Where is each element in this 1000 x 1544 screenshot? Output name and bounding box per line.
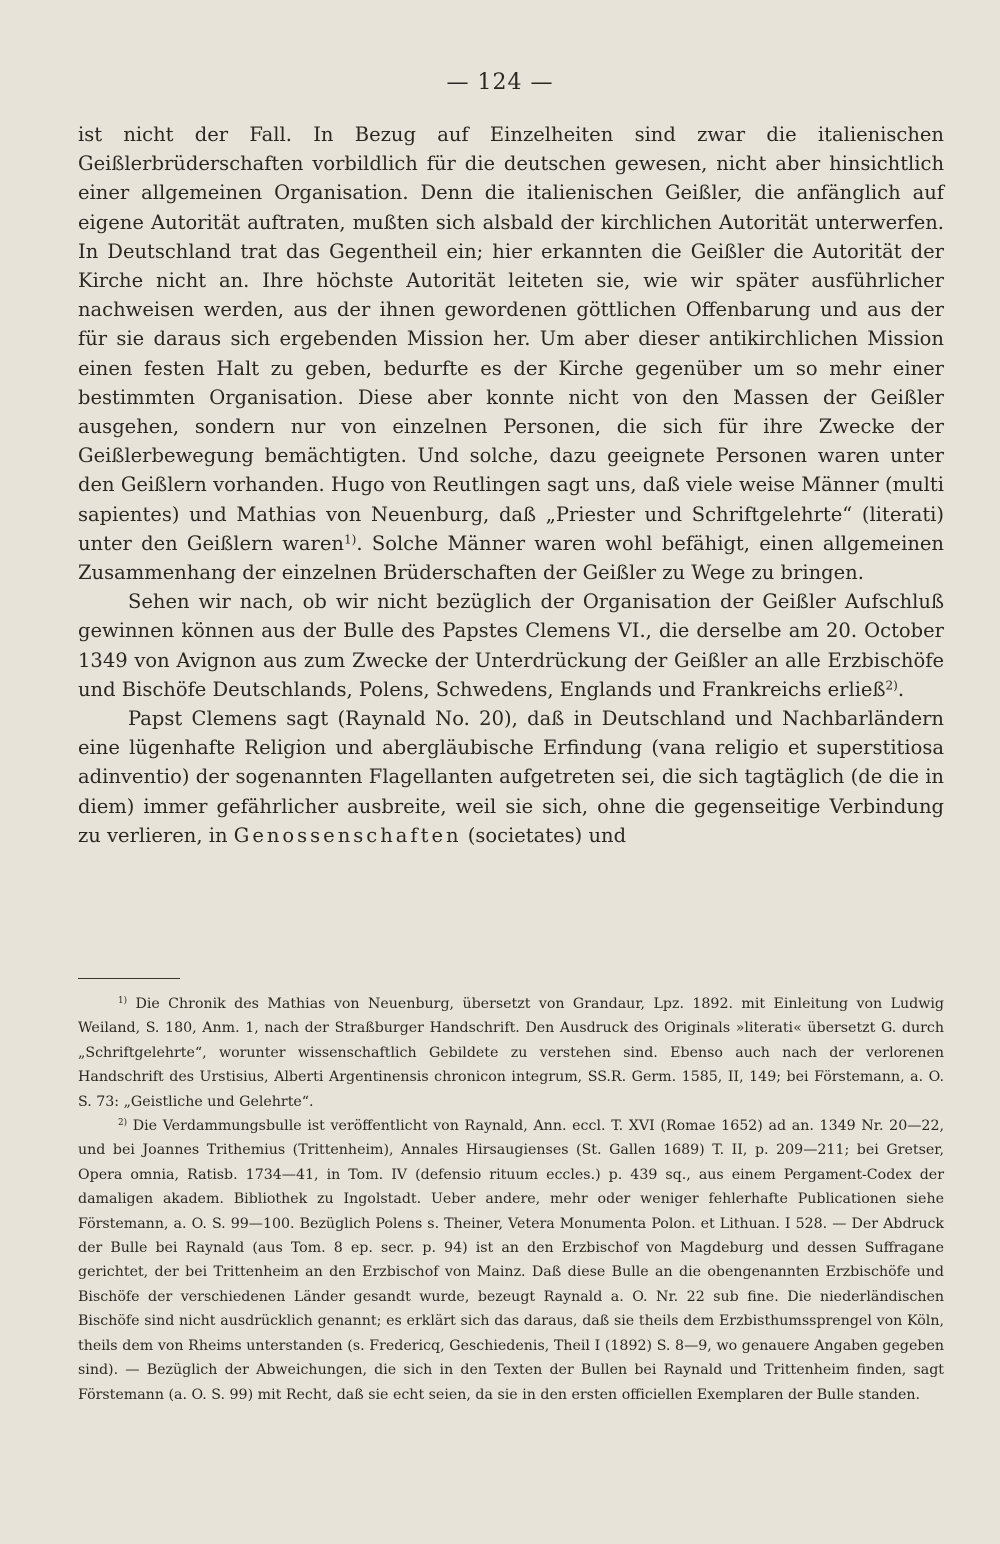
footnote-1 xyxy=(78,992,944,1114)
paragraph-2-continuation: . xyxy=(897,677,905,701)
footnote-2-marker: 2) xyxy=(118,1118,128,1129)
paragraph-2-text: Sehen wir nach, ob wir nicht bezüglich der Organisation der Geißler Aufschluß gewinnen können aus der Bulle des Papstes Clemens VI., die derselbe am 20. October 1349 von Avignon aus zum Zwecke der Unterdrückung der Geißler an alle Erzbischöfe und Bischöfe Deutschlands, Polens, Schwedens, Englands und Frankreichs erließ xyxy=(78,590,944,701)
page-number: — 124 — xyxy=(446,70,554,95)
footnote-separator xyxy=(78,978,180,979)
footnote-1-marker: 1) xyxy=(118,996,128,1007)
paragraph-1-text: ist nicht der Fall. In Bezug auf Einzelheiten sind zwar die italienischen Geißlerbrüderschaften vorbildlich für die deutschen gewesen, nicht aber hinsichtlich einer allgemeinen Organisation. Denn die italienischen Geißler, die anfänglich auf eigene Autorität auftraten, mußten sich alsbald der kirchlichen Autorität unterwerfen. In Deutschland trat das Gegentheil ein; hier erkannten die Geißler die Autorität der Kirche nicht an. Ihre höchste Autorität leiteten sie, wie wir später ausführlicher nachweisen werden, aus der ihnen gewordenen göttlichen Offenbarung und aus der für sie daraus sich ergebenden Mission her. Um aber dieser antikirchlichen Mission einen festen Halt zu geben, bedurfte es der Kirche gegenüber um so mehr einer bestimmten Organisation. Diese aber konnte nicht von den Massen der Geißler ausgehen, sondern nur von einzelnen Personen, die sich für ihre Zwecke der Geißlerbewegung bemächtigten. Und solche, dazu geeignete Personen waren unter den Geißlern vorhanden. Hugo von Reutlingen sagt uns, daß viele weise Männer (multi sapientes) und Mathias von Neuenburg, daß „Priester und Schriftgelehrte“ (literati) unter den Geißlern waren xyxy=(78,123,944,555)
spaced-emphasis: Genossenschaften xyxy=(233,823,462,847)
main-text xyxy=(78,120,944,850)
footnote-ref-2: 2) xyxy=(885,678,898,693)
paragraph-3 xyxy=(78,704,944,850)
footnote-1-text: Die Chronik des Mathias von Neuenburg, übersetzt von Grandaur, Lpz. 1892. mit Einleitung von Ludwig Weiland, S. 180, Anm. 1, nach der Straßburger Handschrift. Den Ausdruck des Originals »literati« übersetzt G. durch „Schriftgelehrte“, worunter wissenschaftlich Gebildete zu verstehen sind. Ebenso auch nach der verlorenen Handschrift des Urstisius, Alberti Argentinensis chronicon integrum, SS.R. Germ. 1585, II, 149; bei Förstemann, a. O. S. 73: „Geistliche und Gelehrte“. xyxy=(78,996,944,1110)
paragraph-2 xyxy=(78,587,944,704)
footnote-ref-1: 1) xyxy=(343,532,357,547)
footnote-2 xyxy=(78,1114,944,1407)
paragraph-3-continuation: (societates) und xyxy=(461,823,627,847)
paragraph-1 xyxy=(78,120,944,587)
footnotes xyxy=(78,992,944,1407)
paragraph-3-text: Papst Clemens sagt (Raynald No. 20), daß in Deutschland und Nachbarländern eine lügenhafte Religion und abergläubische Erfindung (vana religio et superstitiosa adinventio) der sogenannten Flagellanten aufgetreten sei, die sich tagtäglich (de die in diem) immer gefährlicher ausbreite, weil sie sich, ohne die gegenseitige Verbindung zu verlieren, in xyxy=(78,707,944,847)
footnote-2-text: Die Verdammungsbulle ist veröffentlicht von Raynald, Ann. eccl. T. XVI (Romae 1652) ad an. 1349 Nr. 20—22, und bei Joannes Trithemius (Trittenheim), Annales Hirsaugienses (St. Gallen 1689) T. II, p. 209—211; bei Gretser, Opera omnia, Ratisb. 1734—41, in Tom. IV (defensio rituum eccles.) p. 439 sq., aus einem Pergament-Codex der damaligen akadem. Bibliothek zu Ingolstadt. Ueber andere, mehr oder weniger fehlerhafte Publicationen siehe Förstemann, a. O. S. 99—100. Bezüglich Polens s. Theiner, Vetera Monumenta Polon. et Lithuan. I 528. — Der Abdruck der Bulle bei Raynald (aus Tom. 8 ep. secr. p. 94) ist an den Erzbischof von Magdeburg und dessen Suffragane gerichtet, der bei Trittenheim an den Erzbischof von Mainz. Daß diese Bulle an die obengenannten Erzbischöfe und Bischöfe der verschiedenen Länder gesandt wurde, bezeugt Raynald a. O. Nr. 22 sub fine. Die niederländischen Bischöfe sind nicht ausdrücklich genannt; es erklärt sich das daraus, daß sie theils dem Erzbisthumssprengel von Köln, theils dem von Rheims unterstanden (s. Fredericq, Geschiedenis, Theil I (1892) S. 8—9, wo genauere Angaben gegeben sind). — Bezüglich der Abweichungen, die sich in den Texten der Bullen bei Raynald und Trittenheim finden, sagt Förstemann (a. O. S. 99) mit Recht, daß sie echt seien, da sie in den ersten officiellen Exemplaren der Bulle standen. xyxy=(78,1118,944,1403)
paragraph-1-continuation: . Solche Männer waren wohl befähigt, einen allgemeinen Zusammenhang der einzelnen Brüderschaften der Geißler zu Wege zu bringen. xyxy=(78,531,944,585)
